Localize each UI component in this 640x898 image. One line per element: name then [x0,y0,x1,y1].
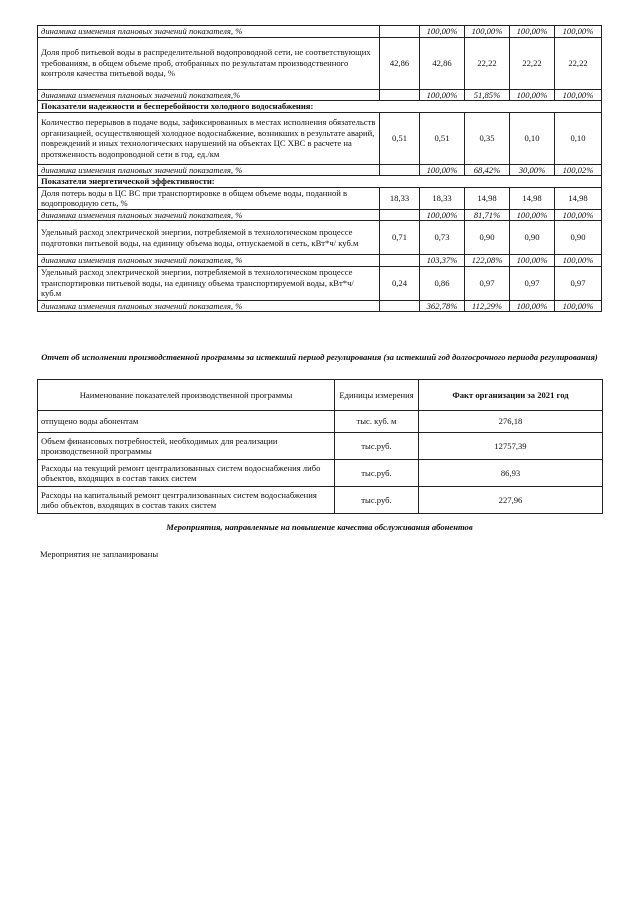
indicator-row [38,37,602,89]
dynamics-value-5: 100,00% [555,209,602,221]
indicator-value-1: 18,33 [380,187,420,209]
indicator-row [38,221,602,255]
dynamics-value-3: 81,71% [465,209,510,221]
dynamics-value-4: 100,00% [510,26,555,38]
indicator-value-2: 0,51 [420,112,465,164]
row-name: Расходы на текущий ремонт централизованных систем водоснабжения либо объектов, входящих в состав таких систем [38,460,335,487]
section-header-row [38,176,602,188]
indicator-value-4: 0,97 [510,266,555,300]
dynamics-label: динамика изменения плановых значений показателя, % [38,26,380,38]
indicator-value-4: 0,90 [510,221,555,255]
indicator-value-1: 0,51 [380,112,420,164]
indicator-value-3: 0,90 [465,221,510,255]
section-title: Показатели энергетической эффективности: [38,176,602,188]
dynamics-value-5: 100,00% [555,26,602,38]
indicator-row [38,187,602,209]
row-unit: тыс.руб. [335,433,419,460]
indicator-value-2: 0,86 [420,266,465,300]
indicator-row [38,112,602,164]
dynamics-row [38,255,602,267]
dynamics-value-2: 103,37% [420,255,465,267]
dynamics-value-5: 100,00% [555,300,602,312]
row-name: Объем финансовых потребностей, необходимых для реализации производственной программы [38,433,335,460]
dynamics-value-2: 362,78% [420,300,465,312]
dynamics-row [38,300,602,312]
indicator-value-5: 14,98 [555,187,602,209]
indicator-label: Доля проб питьевой воды в распределительной водопроводной сети, не соответствующих требованиям, в общем объеме проб, отобранных по результатам производственного контроля качества питьевой воды, % [38,37,380,89]
dynamics-label: динамика изменения плановых значений показателя, % [38,209,380,221]
dynamics-value-2: 100,00% [420,164,465,176]
table-row [38,460,603,487]
row-name: Расходы на капитальный ремонт централизованных систем водоснабжения либо объектов, входящих в состав таких систем [38,487,335,514]
header-unit: Единицы измерения [335,380,419,411]
dynamics-value-3: 100,00% [465,26,510,38]
dynamics-value-3: 51,85% [465,89,510,101]
indicator-value-4: 14,98 [510,187,555,209]
row-fact: 12757,39 [419,433,603,460]
dynamics-value-4: 100,00% [510,89,555,101]
row-unit: тыс.руб. [335,460,419,487]
dynamics-row [38,164,602,176]
dynamics-label: динамика изменения плановых значений показателя,% [38,89,380,101]
table-header-row [38,380,603,411]
indicator-value-5: 0,10 [555,112,602,164]
dynamics-label: динамика изменения плановых значений показателя, % [38,255,380,267]
dynamics-value-3: 68,42% [465,164,510,176]
measures-caption: Мероприятия, направленные на повышение качества обслуживания абонентов [166,522,473,532]
table-row [38,433,603,460]
indicator-label: Количество перерывов в подаче воды, зафиксированных в местах исполнения обязательств организацией, осуществляющей холодное водоснабжение, возникших в результате аварий, повреждений и иных технологических нарушений на объектах ЦС ХВС в расчете на протяженность водопроводной сети в год, ед./км [38,112,380,164]
dynamics-value-5: 100,02% [555,164,602,176]
dynamics-value-3: 122,08% [465,255,510,267]
indicator-value-2: 18,33 [420,187,465,209]
table-row [38,411,603,433]
dynamics-value-1 [380,164,420,176]
dynamics-value-1 [380,89,420,101]
dynamics-value-1 [380,300,420,312]
production-program-table [37,379,603,514]
indicator-value-1: 0,71 [380,221,420,255]
section-title: Показатели надежности и бесперебойности холодного водоснабжения: [38,101,602,113]
section-header-row [38,101,602,113]
indicator-label: Удельный расход электрической энергии, потребляемой в технологическом процессе подготовки питьевой воды, на единицу объема воды, отпускаемой в сеть, кВт*ч/ куб.м [38,221,380,255]
dynamics-value-4: 30,00% [510,164,555,176]
row-fact: 227,96 [419,487,603,514]
indicator-value-3: 0,97 [465,266,510,300]
dynamics-value-4: 100,00% [510,255,555,267]
row-fact: 276,18 [419,411,603,433]
indicators-table [37,25,602,312]
dynamics-value-2: 100,00% [420,26,465,38]
indicator-value-4: 22,22 [510,37,555,89]
dynamics-value-1 [380,255,420,267]
dynamics-label: динамика изменения плановых значений показателя, % [38,300,380,312]
dynamics-value-5: 100,00% [555,89,602,101]
row-name: отпущено воды абонентам [38,411,335,433]
dynamics-row [38,26,602,38]
dynamics-value-5: 100,00% [555,255,602,267]
dynamics-row [38,209,602,221]
dynamics-value-4: 100,00% [510,300,555,312]
row-unit: тыс. куб. м [335,411,419,433]
indicator-value-3: 14,98 [465,187,510,209]
indicator-value-1: 42,86 [380,37,420,89]
indicator-value-3: 22,22 [465,37,510,89]
indicator-row [38,266,602,300]
report-caption: Отчет об исполнении производственной программы за истекший период регулирования (за истекший год долгосрочного периода регулирования) [41,352,598,362]
dynamics-value-1 [380,26,420,38]
dynamics-value-1 [380,209,420,221]
dynamics-value-2: 100,00% [420,89,465,101]
indicator-value-2: 42,86 [420,37,465,89]
indicator-value-4: 0,10 [510,112,555,164]
dynamics-value-4: 100,00% [510,209,555,221]
indicator-value-3: 0,35 [465,112,510,164]
dynamics-row [38,89,602,101]
indicator-value-5: 0,90 [555,221,602,255]
measures-note: Мероприятия не запланированы [40,549,159,559]
dynamics-value-2: 100,00% [420,209,465,221]
indicator-label: Доля потерь воды в ЦС ВС при транспортировке в общем объеме воды, поданной в водопроводную сеть, % [38,187,380,209]
row-unit: тыс.руб. [335,487,419,514]
indicator-value-2: 0,73 [420,221,465,255]
row-fact: 86,93 [419,460,603,487]
header-fact: Факт организации за 2021 год [419,380,603,411]
header-indicator-name: Наименование показателей производственной программы [38,380,335,411]
indicator-value-5: 0,97 [555,266,602,300]
table-row [38,487,603,514]
dynamics-value-3: 112,29% [465,300,510,312]
indicator-value-1: 0,24 [380,266,420,300]
dynamics-label: динамика изменения плановых значений показателя, % [38,164,380,176]
indicator-value-5: 22,22 [555,37,602,89]
indicator-label: Удельный расход электрической энергии, потребляемой в технологическом процессе транспортировки питьевой воды, на единицу объема транспортируемой воды, кВт*ч/ куб.м [38,266,380,300]
